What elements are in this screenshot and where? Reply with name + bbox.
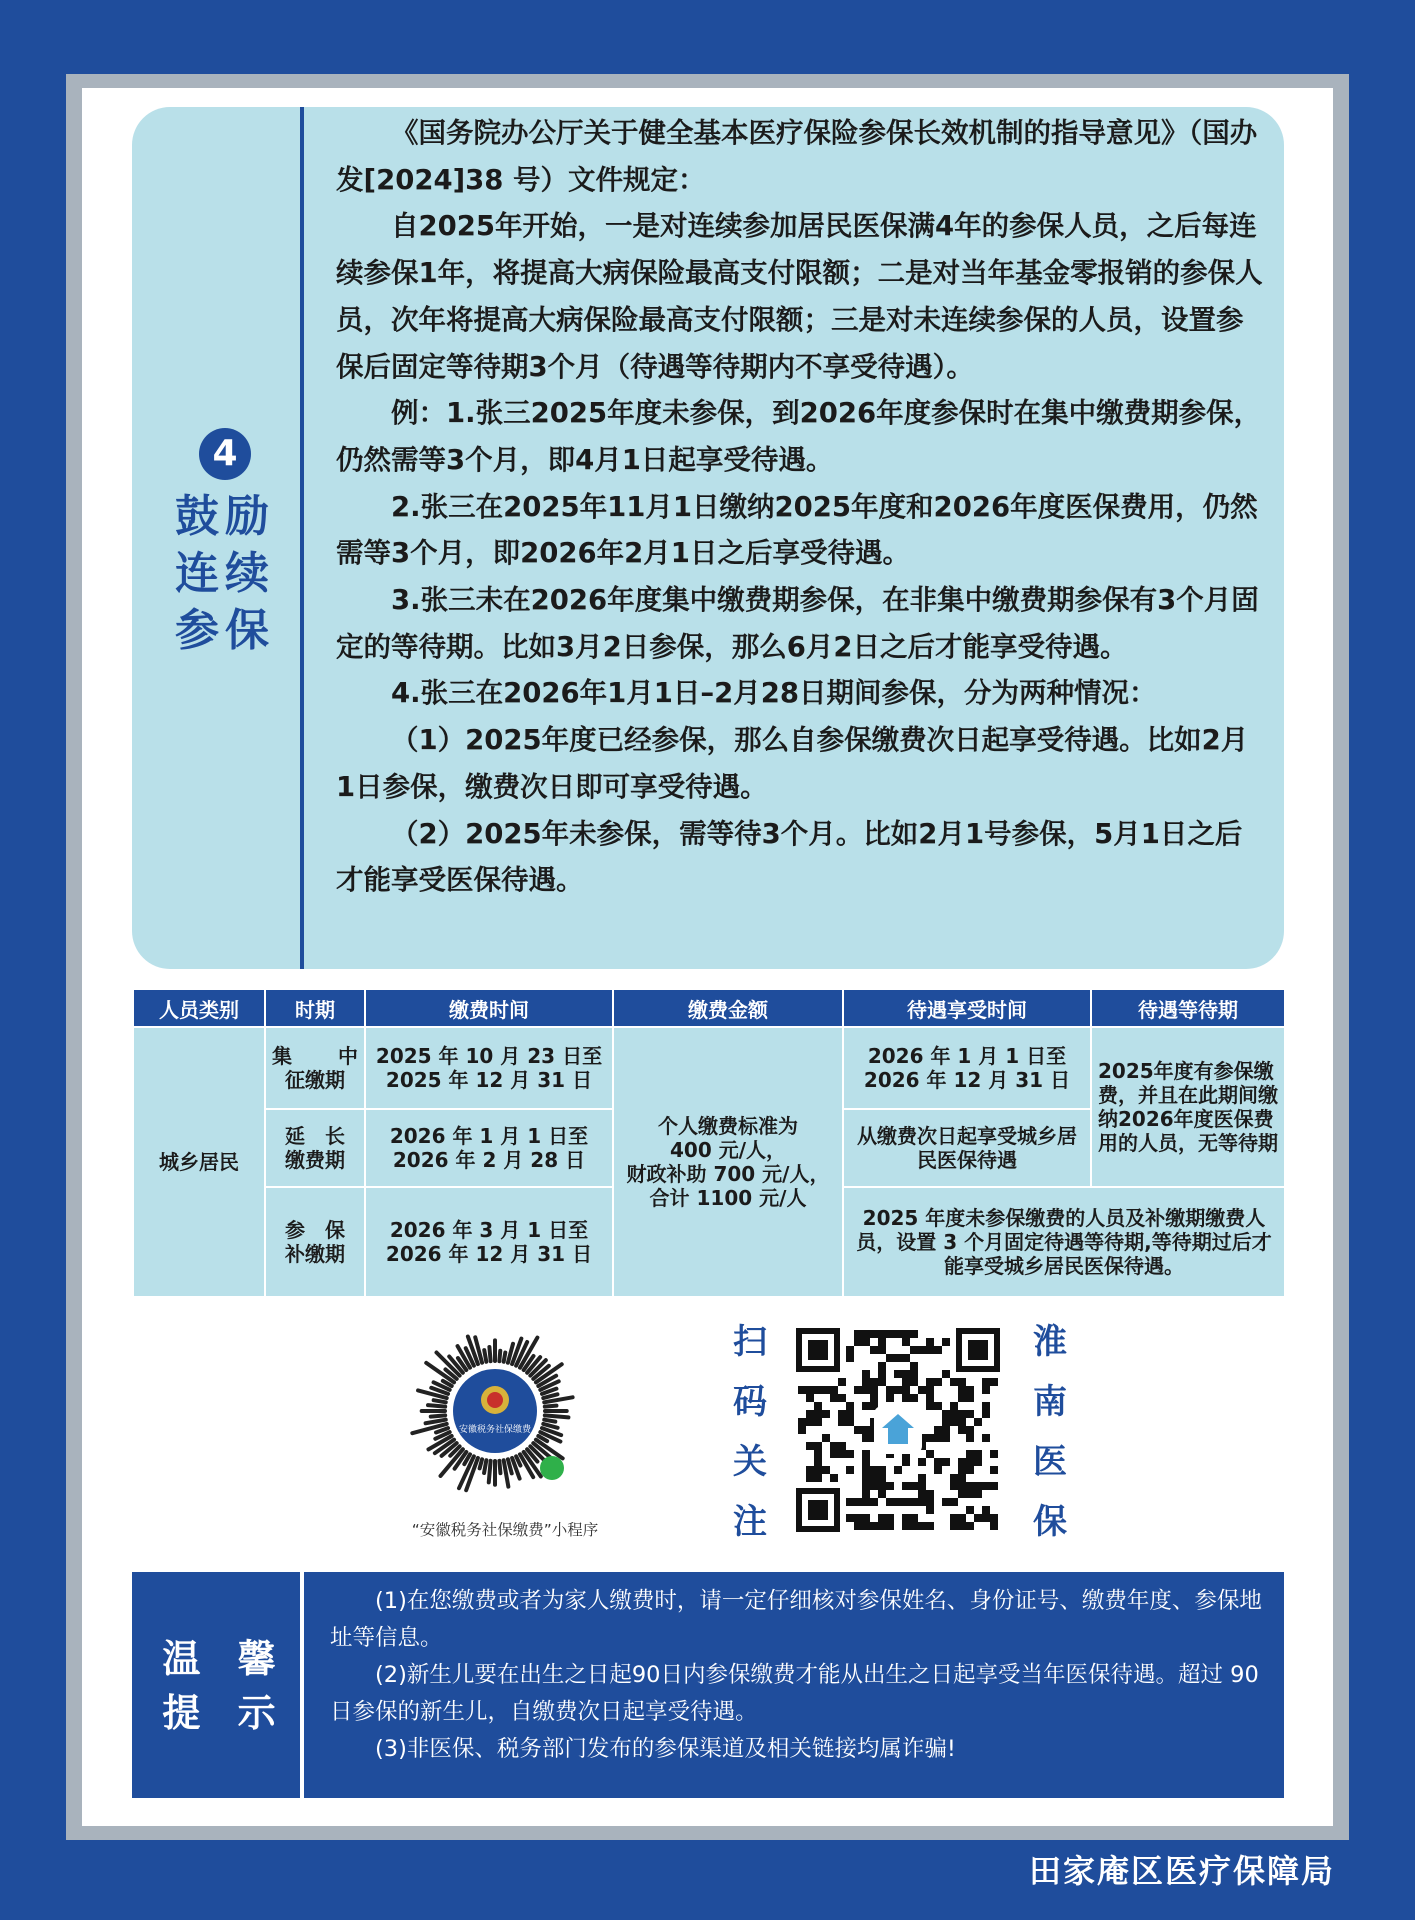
- mini-program-code-icon: [404, 1320, 586, 1502]
- table-header-row: [133, 989, 1285, 1027]
- tips-body: [330, 1583, 1272, 1768]
- tips-divider: [300, 1572, 304, 1798]
- qr-code-icon: [796, 1328, 1000, 1532]
- example-paragraph: 例：1.张三2025年度未参保，到2026年度参保时在集中缴费期参保，仍然需等3个月，即4月1日起享受待遇。: [336, 397, 1262, 476]
- period-cell: 延 长 缴费期: [265, 1109, 365, 1187]
- payment-time-cell: 2026 年 3 月 1 日至 2026 年 12 月 31 日: [365, 1187, 613, 1297]
- period-cell: 参 保 补缴期: [265, 1187, 365, 1297]
- section-body: [336, 110, 1266, 904]
- amount-cell: 个人缴费标准为 400 元/人， 财政补助 700 元/人， 合计 1100 元/人: [613, 1027, 843, 1297]
- tip-item: (3)非医保、税务部门发布的参保渠道及相关链接均属诈骗!: [375, 1736, 956, 1762]
- scan-text: 扫 码 关 注: [733, 1322, 767, 1542]
- waiting-period-cell: 2025年度有参保缴费，并且在此期间缴纳2026年度医保费用的人员，无等待期: [1091, 1027, 1285, 1187]
- example-paragraph: 2.张三在2025年11月1日缴纳2025年度和2026年度医保费用，仍然需等3个月，即2026年2月1日之后享受待遇。: [336, 490, 1258, 570]
- example-paragraph: 4.张三在2026年1月1日–2月28日期间参保，分为两种情况：: [391, 677, 1157, 710]
- category-cell: 城乡居民: [133, 1027, 265, 1297]
- tips-label: 温 馨 提 示: [162, 1637, 288, 1735]
- period-cell: 集 中 征缴期: [265, 1027, 365, 1109]
- section-label-line: 鼓励: [175, 491, 275, 542]
- merged-note-cell: 2025 年度未参保缴费的人员及补缴期缴费人员，设置 3 个月固定待遇等待期,等待期过后才能享受城乡居民医保待遇。: [843, 1187, 1285, 1297]
- mini-program-badge-text: 安徽税务社保缴费: [458, 1425, 531, 1435]
- benefit-time-cell: 从缴费次日起享受城乡居民医保待遇: [843, 1109, 1091, 1187]
- section-label: [150, 428, 300, 659]
- table-header: 缴费时间: [365, 989, 613, 1027]
- org-text: 淮 南 医 保: [1033, 1322, 1067, 1542]
- example-paragraph: （2）2025年未参保，需等待3个月。比如2月1号参保，5月1日之后才能享受医保待遇。: [336, 817, 1243, 897]
- table-header: 人员类别: [133, 989, 265, 1027]
- policy-paragraph: 《国务院办公厅关于健全基本医疗保险参保长效机制的指导意见》（国办发[2024]38 号）文件规定：: [336, 117, 1258, 196]
- table-header: 缴费金额: [613, 989, 843, 1027]
- example-paragraph: 3.张三未在2026年度集中缴费期参保，在非集中缴费期参保有3个月固定的等待期。比如3月2日参保，那么6月2日之后才能享受待遇。: [336, 584, 1259, 663]
- tip-item: (1)在您缴费或者为家人缴费时，请一定仔细核对参保姓名、身份证号、缴费年度、参保地址等信息。: [330, 1588, 1262, 1651]
- section-label-line: 参保: [175, 605, 275, 656]
- issuer-name: 田家庵区医疗保障局: [1028, 1852, 1335, 1890]
- table-row: [133, 1027, 1285, 1109]
- payment-time-cell: 2026 年 1 月 1 日至 2026 年 2 月 28 日: [365, 1109, 613, 1187]
- benefit-time-cell: 2026 年 1 月 1 日至 2026 年 12 月 31 日: [843, 1027, 1091, 1109]
- section-divider: [300, 107, 304, 969]
- tip-item: (2)新生儿要在出生之日起90日内参保缴费才能从出生之日起享受当年医保待遇。超过 90日参保的新生儿，自缴费次日起享受待遇。: [330, 1662, 1259, 1725]
- payment-time-cell: 2025 年 10 月 23 日至 2025 年 12 月 31 日: [365, 1027, 613, 1109]
- section-label-line: 连续: [175, 548, 275, 599]
- table-header: 时期: [265, 989, 365, 1027]
- payment-schedule-table: [132, 988, 1286, 1298]
- mini-program-caption: “安徽税务社保缴费”小程序: [411, 1521, 599, 1539]
- policy-paragraph: 自2025年开始，一是对连续参加居民医保满4年的参保人员，之后每连续参保1年，将提高大病保险最高支付限额；二是对当年基金零报销的参保人员，次年将提高大病保险最高支付限额；三是对未连续参保的人员，设置参保后固定等待期3个月（待遇等待期内不享受待遇）。: [336, 210, 1263, 383]
- section-number-badge: 4: [199, 428, 251, 480]
- example-paragraph: （1）2025年度已经参保，那么自参保缴费次日起享受待遇。比如2月1日参保，缴费次日即可享受待遇。: [336, 724, 1249, 803]
- table-header: 待遇等待期: [1091, 989, 1285, 1027]
- table-header: 待遇享受时间: [843, 989, 1091, 1027]
